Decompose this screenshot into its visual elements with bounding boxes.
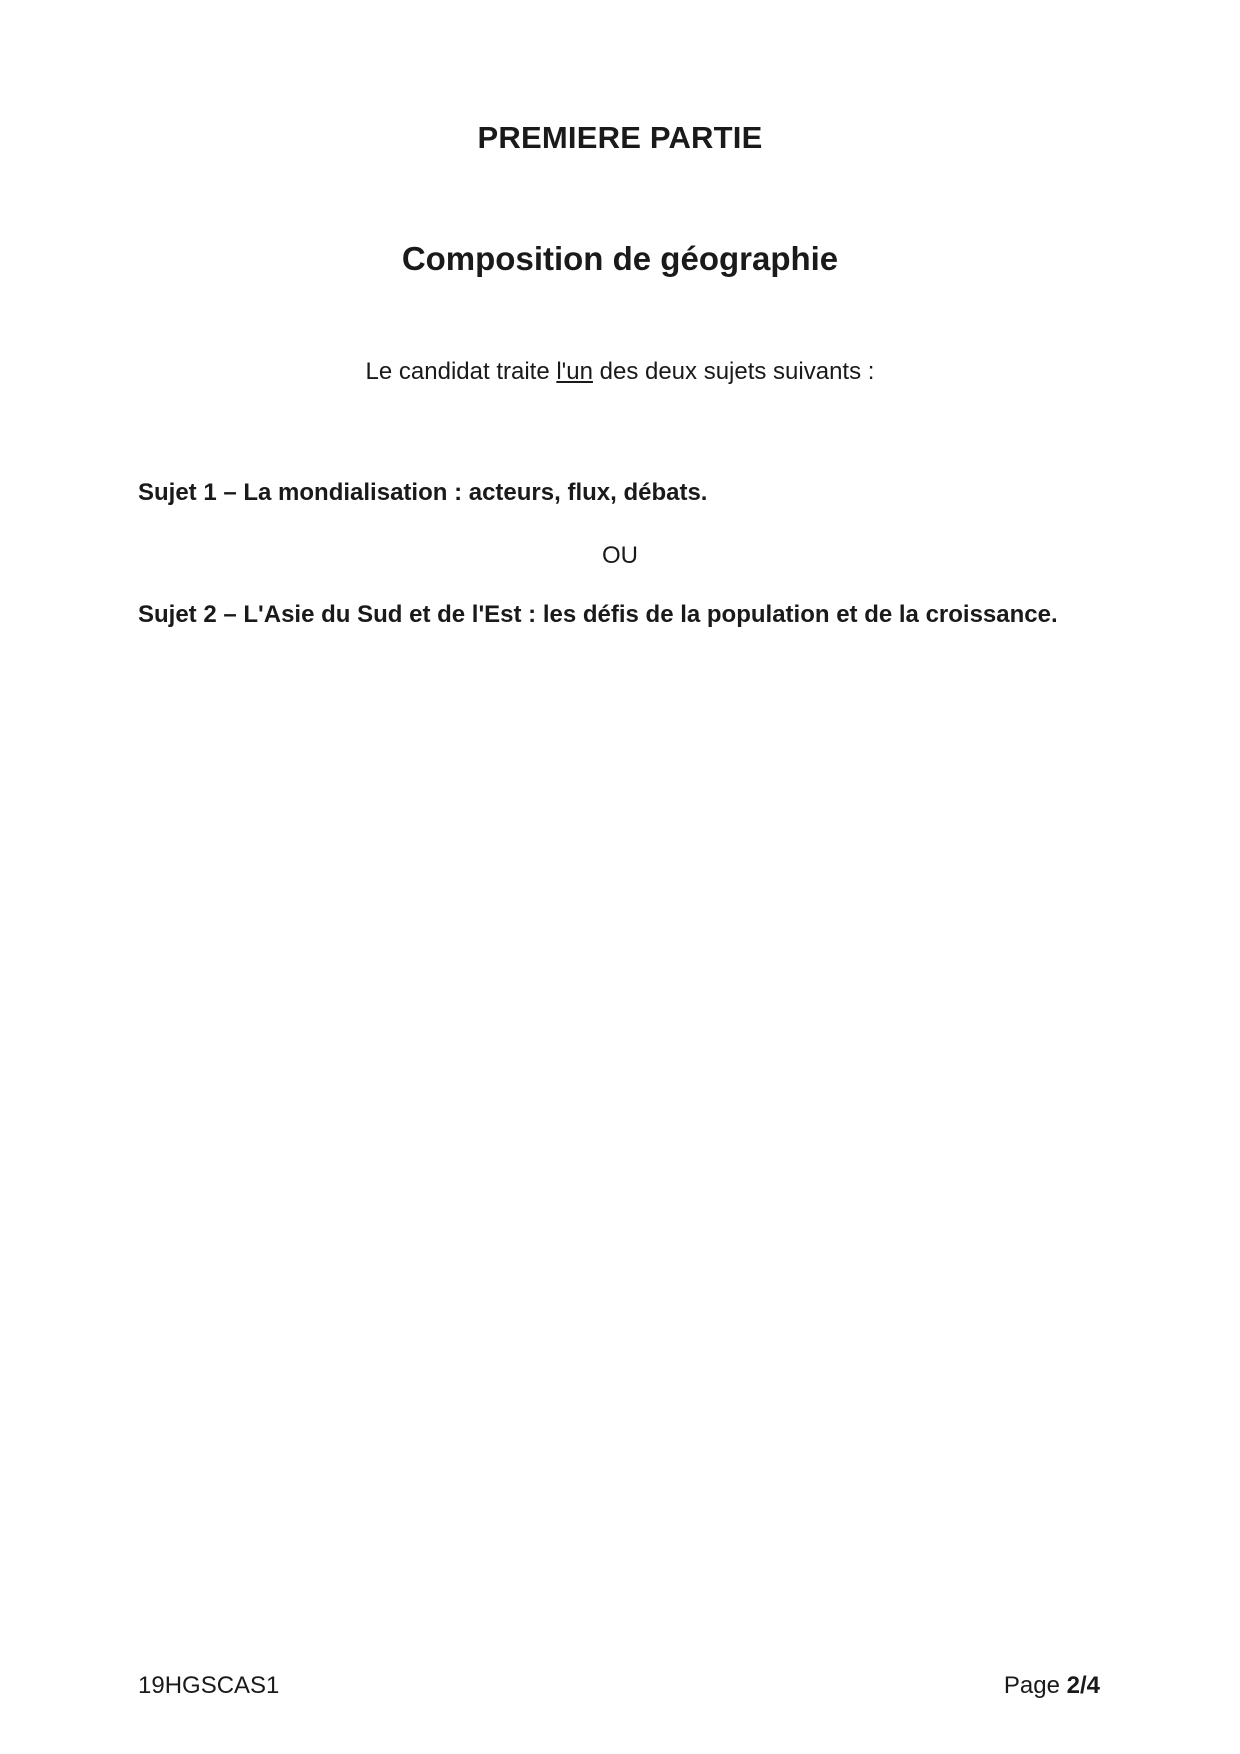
section-title: Composition de géographie (401, 240, 839, 277)
instruction-text (0, 358, 1240, 386)
page-number: 2/4 (1066, 1672, 1100, 1699)
sujet-1: Sujet 1 – La mondialisation : acteurs, flux, débats. (138, 479, 708, 506)
instruction-emphasis: l'un (556, 358, 593, 385)
sujet-2: Sujet 2 – L'Asie du Sud et de l'Est : les défis de la population et de la croissance. (138, 601, 1058, 628)
page-label: Page (1003, 1672, 1067, 1699)
instruction-before: Le candidat traite (365, 358, 557, 385)
footer-page-number (1004, 1672, 1100, 1700)
footer-code: 19HGSCAS1 (138, 1672, 280, 1699)
instruction-after: des deux sujets suivants : (592, 358, 875, 385)
or-separator: OU (602, 542, 638, 569)
part-title: PREMIERE PARTIE (477, 120, 763, 155)
